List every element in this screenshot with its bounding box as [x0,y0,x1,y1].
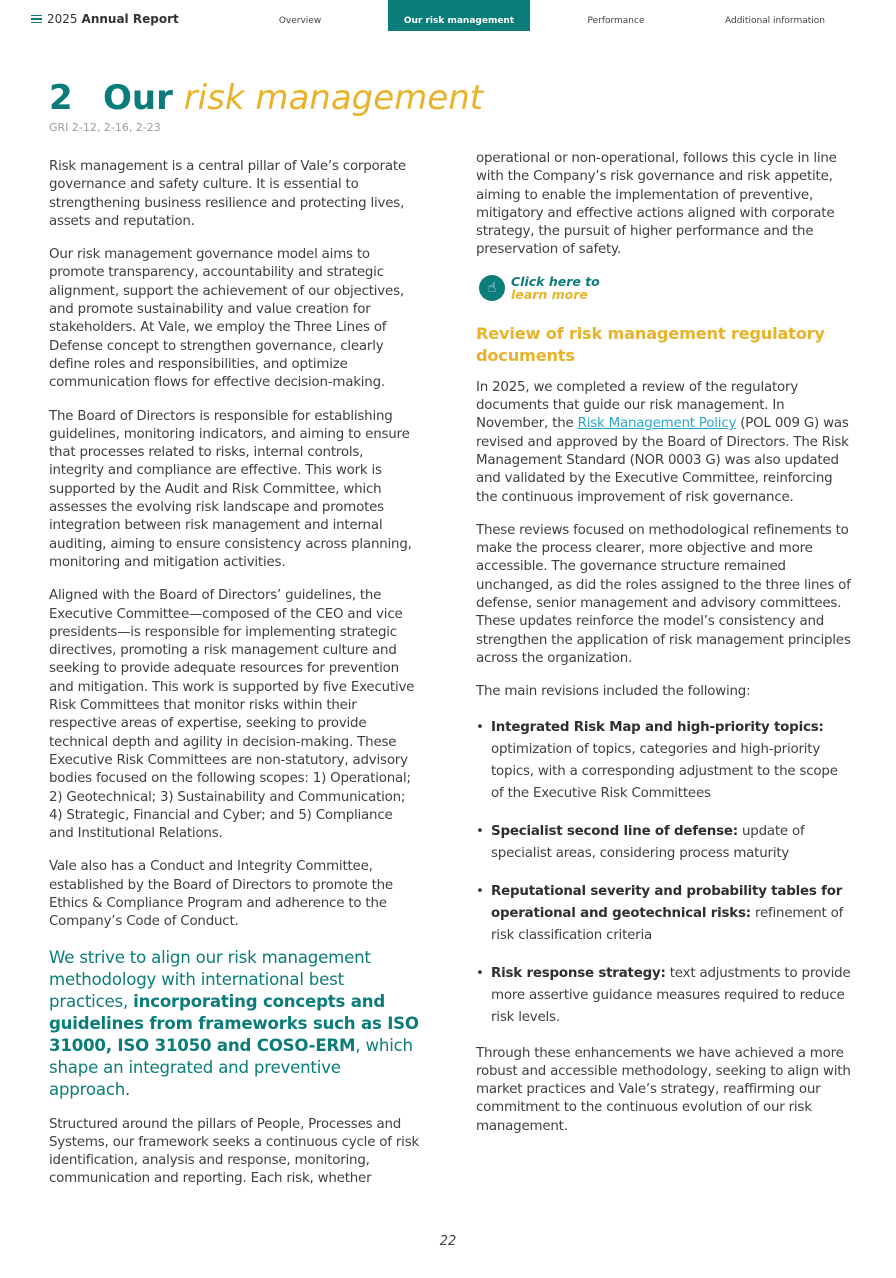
title-main: Our [103,78,173,118]
paragraph: Vale also has a Conduct and Integrity Committee, established by the Board of Directors to promote the Ethics & Compliance Program and adherence to the Company’s Code of Conduct. [49,859,393,930]
section-subheading: Review of risk management regulatory documents [476,323,825,365]
list-item: • Risk response strategy: text adjustments to provide more assertive guidance measures required to reduce risk levels. [476,965,851,1025]
tab-additional-information[interactable]: Additional information [725,16,825,26]
quote-text: , which shape an integrated and preventive approach. [49,1035,413,1099]
report-brand[interactable] [31,12,179,26]
brand-title: Annual Report [81,12,179,26]
left-column [49,158,421,1204]
paragraph: operational or non-operational, follows this cycle in line with the Company’s risk governance and risk appetite, aiming to enable the implementation of preventive, mitigatory and effective actions aligned with corporate strategy, the pursuit of higher performance and the preservation of safety. [476,151,837,258]
brand-year: 2025 [47,12,78,26]
paragraph: Through these enhancements we have achieved a more robust and accessible methodology, seeking to align with market practices and Vale’s strategy, reaffirming our commitment to the continuous evolution of our risk management. [476,1045,851,1134]
list-item: • Integrated Risk Map and high-priority topics: optimization of topics, categories and high-priority topics, with a corresponding adjustment to the scope of the Executive Risk Committees [476,719,838,801]
list-item: • Specialist second line of defense: update of specialist areas, considering process maturity [476,823,805,861]
pointer-hand-icon: ☝ [479,275,505,301]
click-label: Click here to [511,273,600,289]
menu-icon[interactable] [31,13,42,26]
quote-text: We strive to align our risk management methodology with international best practices, [49,947,371,1011]
tab-overview[interactable]: Overview [278,16,322,26]
tab-performance[interactable]: Performance [587,16,645,26]
text: In 2025, we completed a review of the regulatory documents that guide our risk management. In November, the [476,379,799,432]
gri-reference: GRI 2-12, 2-16, 2-23 [49,121,161,134]
title-accent: risk management [183,78,484,118]
learn-more-button[interactable] [479,275,852,301]
list-item: • Reputational severity and probability tables for operational and geotechnical risks: refinement of risk classification criteria [476,883,844,943]
text: (POL 009 G) was revised and approved by the Board of Directors. The Risk Management Standard (NOR 0003 G) was also updated and validated by the Executive Committee, reinforcing the continuous improvement of risk governance. [476,416,849,505]
paragraph: Structured around the pillars of People, Processes and Systems, our framework seeks a continuous cycle of risk identification, analysis and response, monitoring, communication and reporting. Each risk, whether [49,1116,420,1187]
paragraph [476,379,852,507]
page-title [49,76,483,120]
click-sublabel: learn more [511,286,588,302]
quote-bold: incorporating concepts and guidelines from frameworks such as ISO 31000, ISO 31050 and COSO-ERM [49,991,419,1055]
section-number: 2 [49,78,73,118]
highlight-quote [49,947,421,1101]
page-number: 22 [439,1234,457,1249]
risk-management-policy-link[interactable]: Risk Management Policy [577,416,737,432]
revisions-list [476,717,852,1029]
paragraph: The Board of Directors is responsible for establishing guidelines, monitoring indicators, and aiming to ensure that processes related to risks, internal controls, integrity and compliance are effective. This work is supported by the Audit and Risk Committee, which assesses the evolving risk landscape and promotes integration between risk management and internal auditing, aiming to ensure consistency across planning, monitoring and mitigation activities. [49,408,412,570]
paragraph: Risk management is a central pillar of Vale’s corporate governance and safety culture. It is essential to strengthening business resilience and protecting lives, assets and reputation. [49,159,406,229]
paragraph: The main revisions included the following: [476,684,751,700]
paragraph: These reviews focused on methodological refinements to make the process clearer, more objective and more accessible. The governance structure remained unchanged, as did the roles assigned to the three lines of defense, senior management and advisory committees. These updates reinforce the model’s consistency and strengthen the application of risk management principles across the organization. [476,522,851,666]
paragraph: Aligned with the Board of Directors’ guidelines, the Executive Committee—composed of the CEO and vice presidents—is responsible for implementing strategic directives, promoting a risk management culture and seeking to provide adequate resources for prevention and mitigation. This work is supported by five Executive Risk Committees that monitor risks within their respective areas of expertise, seeking to provide technical depth and agility in decision-making. These Executive Risk Committees are non-statutory, advisory bodies focused on the following scopes: 1) Operational; 2) Geotechnical; 3) Sustainability and Communication; 4) Strategic, Financial and Cyber; and 5) Compliance and Institutional Relations. [49,588,415,842]
tab-our-risk-management[interactable]: Our risk management [388,0,530,31]
right-column [476,150,852,1151]
top-nav-bar [0,0,896,32]
paragraph: Our risk management governance model aims to promote transparency, accountability and strategic alignment, support the achievement of our objectives, and promote sustainability and value creation for stakeholders. At Vale, we employ the Three Lines of Defense concept to strengthen governance, clearly define roles and responsibilities, and optimize communication flows for effective decision-making. [49,247,404,391]
